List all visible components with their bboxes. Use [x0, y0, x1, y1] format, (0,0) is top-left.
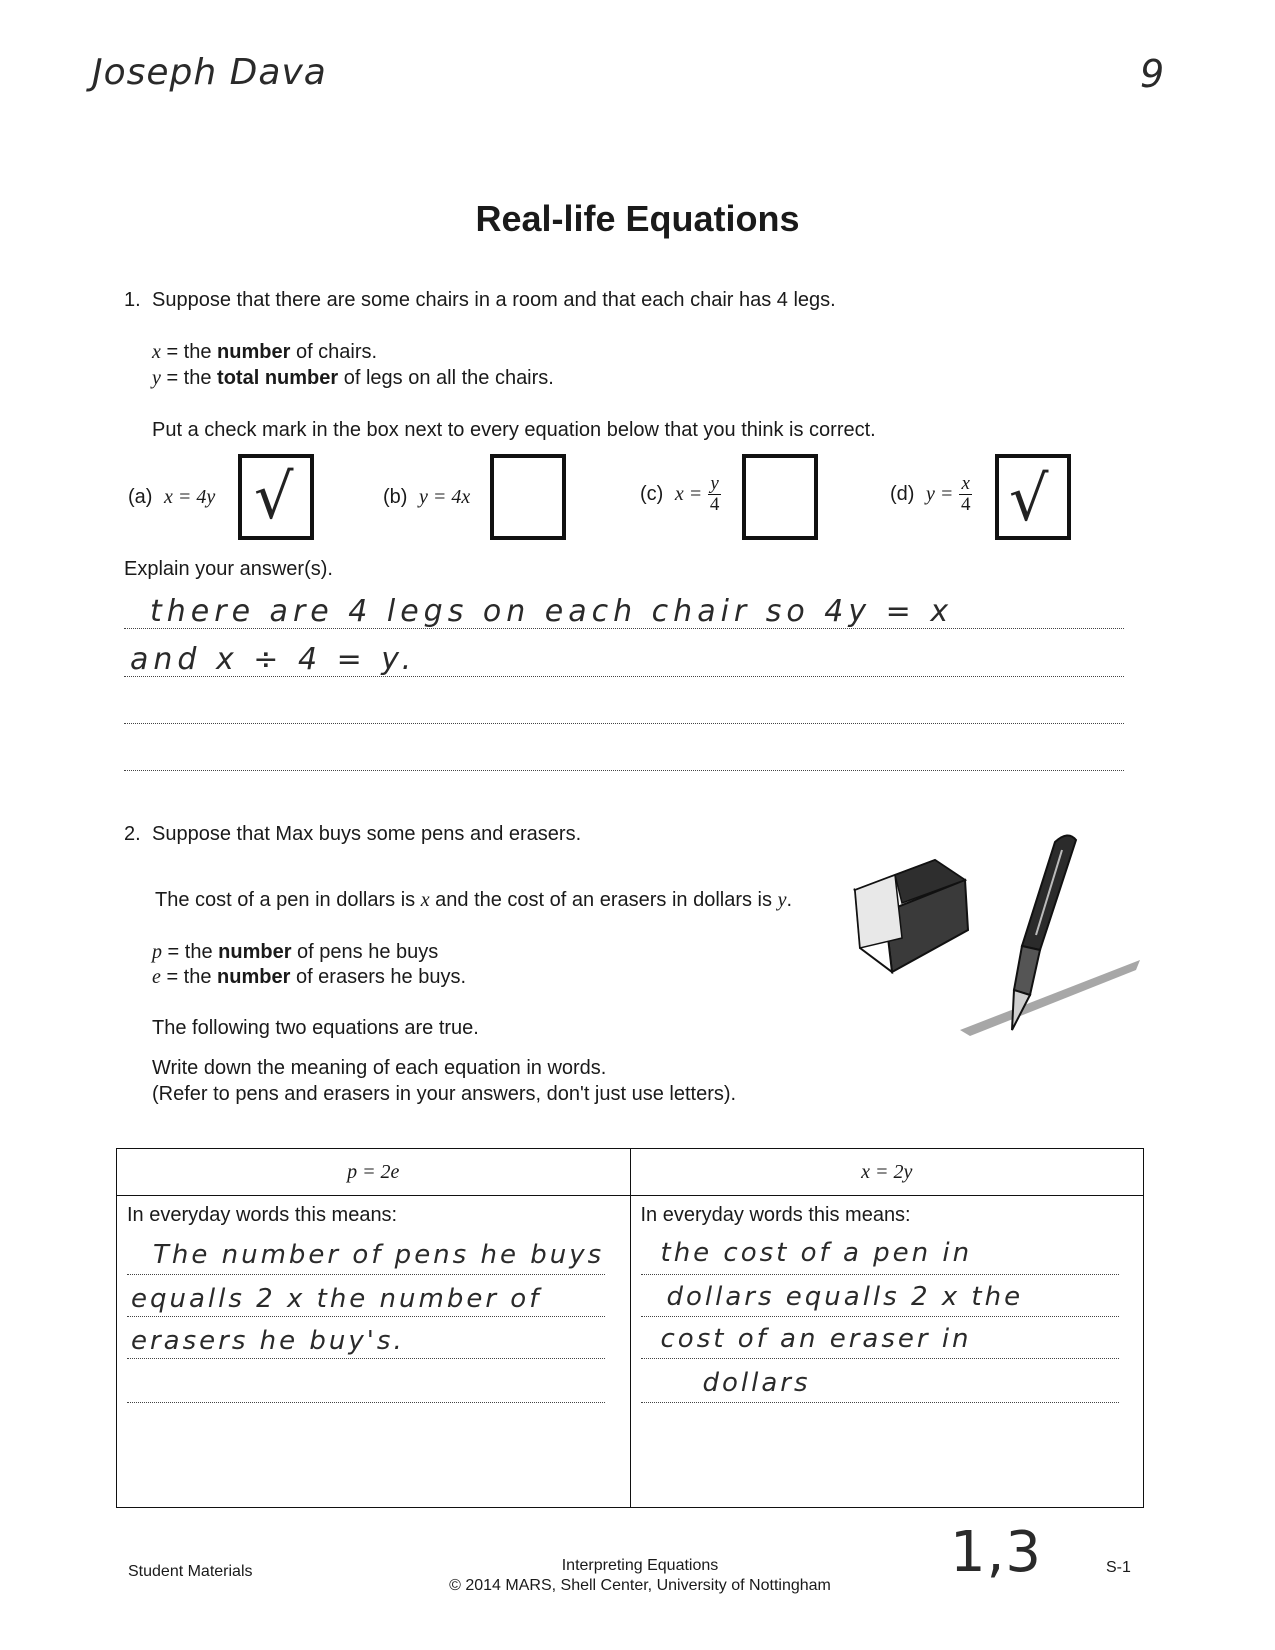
q2-cost-statement: The cost of a pen in dollars is x and the cost of an erasers in dollars is y. [155, 889, 793, 911]
option-c-checkbox[interactable] [742, 454, 818, 540]
col2-answer-cell[interactable] [630, 1196, 1144, 1508]
var-e: e [152, 966, 161, 988]
col1-answer-line-2: equalls 2 x the number of [131, 1284, 542, 1314]
q2-def-e: e = the number of erasers he buys. [152, 966, 467, 988]
option-b-checkbox[interactable] [490, 454, 566, 540]
student-name: Joseph Dava [92, 52, 327, 93]
answer-rule [127, 1402, 605, 1403]
page-title: Real-life Equations [475, 198, 800, 239]
option-c: (c) x = $\frac{y}{4}$ [640, 473, 720, 515]
var-x: x [152, 341, 161, 363]
q1-answer-line-2: and x ÷ 4 = y. [130, 642, 417, 677]
score-mark: 1,3 [950, 1520, 1043, 1585]
col1-header: p = 2e [117, 1149, 631, 1196]
eraser-image [855, 860, 968, 972]
q2-prompt: Suppose that Max buys some pens and erasers. [152, 823, 582, 845]
col1-answer-line-3: erasers he buy's. [131, 1326, 405, 1356]
q2-true-statement: The following two equations are true. [152, 1017, 479, 1039]
answer-rule [641, 1402, 1119, 1403]
q2-number: 2. [124, 823, 141, 845]
col2-answer-line-4: dollars [702, 1368, 811, 1398]
footer-center [400, 1556, 880, 1596]
q1-number: 1. [124, 289, 141, 311]
q1-def-x: x = the number of chairs. [152, 341, 378, 363]
footer-course-title: Interpreting Equations [561, 1557, 719, 1574]
answer-rule [127, 1358, 605, 1359]
q1-prompt: Suppose that there are some chairs in a room and that each chair has 4 legs. [152, 289, 836, 311]
option-a-equation: x = 4y [164, 486, 216, 508]
answer-rule [127, 1274, 605, 1275]
var-y: y [152, 367, 161, 389]
answer-rule [641, 1274, 1119, 1275]
q2-def-p: p = the number of pens he buys [152, 941, 439, 963]
pen-shadow-image [960, 960, 1140, 1036]
footer-left: Student Materials [128, 1563, 253, 1580]
option-a-checkbox[interactable] [238, 454, 314, 540]
footer-copyright: © 2014 MARS, Shell Center, University of Nottingham [449, 1577, 831, 1594]
page-mark: 9 [1140, 52, 1166, 96]
q2-refer-instruction: (Refer to pens and erasers in your answers, don't just use letters). [152, 1083, 737, 1105]
q1-def-y: y = the total number of legs on all the chairs. [152, 367, 554, 389]
col1-answer-line-1: The number of pens he buys [153, 1240, 605, 1270]
option-d-checkbox[interactable] [995, 454, 1071, 540]
option-b: (b) y = 4x [383, 486, 471, 508]
option-d: (d) y = $\frac{x}{4}$ [890, 473, 971, 515]
eraser-and-pen-illustration [840, 830, 1140, 1050]
col1-answer-cell[interactable] [117, 1196, 631, 1508]
footer-page-code: S-1 [1106, 1559, 1131, 1576]
option-d-check-mark: √ [1009, 462, 1049, 535]
col2-answer-line-1: the cost of a pen in [660, 1238, 973, 1268]
explain-label: Explain your answer(s). [124, 558, 333, 580]
answer-rule [124, 723, 1124, 724]
var-p: p [152, 941, 162, 963]
answer-rule [124, 770, 1124, 771]
option-d-fraction: $\frac{x}{4}$ [960, 473, 971, 515]
answer-rule [641, 1316, 1119, 1317]
option-a-check-mark: √ [254, 460, 294, 533]
answers-table [116, 1148, 1144, 1508]
answer-rule [124, 676, 1124, 677]
answer-rule [127, 1316, 605, 1317]
option-b-equation: y = 4x [419, 486, 471, 508]
col2-answer-line-2: dollars equalls 2 x the [666, 1282, 1024, 1312]
col2-cell-label: In everyday words this means: [640, 1204, 911, 1226]
answer-rule [641, 1358, 1119, 1359]
col2-answer-line-3: cost of an eraser in [660, 1324, 972, 1354]
q1-answer-line-1: there are 4 legs on each chair so 4y = x [150, 594, 954, 629]
col2-header: x = 2y [630, 1149, 1144, 1196]
option-c-fraction: $\frac{y}{4}$ [709, 473, 720, 515]
q2-write-instruction: Write down the meaning of each equation in words. [152, 1057, 607, 1079]
q1-instruction: Put a check mark in the box next to every equation below that you think is correct. [152, 419, 876, 441]
col1-cell-label: In everyday words this means: [127, 1204, 398, 1226]
option-a: (a) x = 4y [128, 486, 216, 508]
answer-rule [124, 628, 1124, 629]
